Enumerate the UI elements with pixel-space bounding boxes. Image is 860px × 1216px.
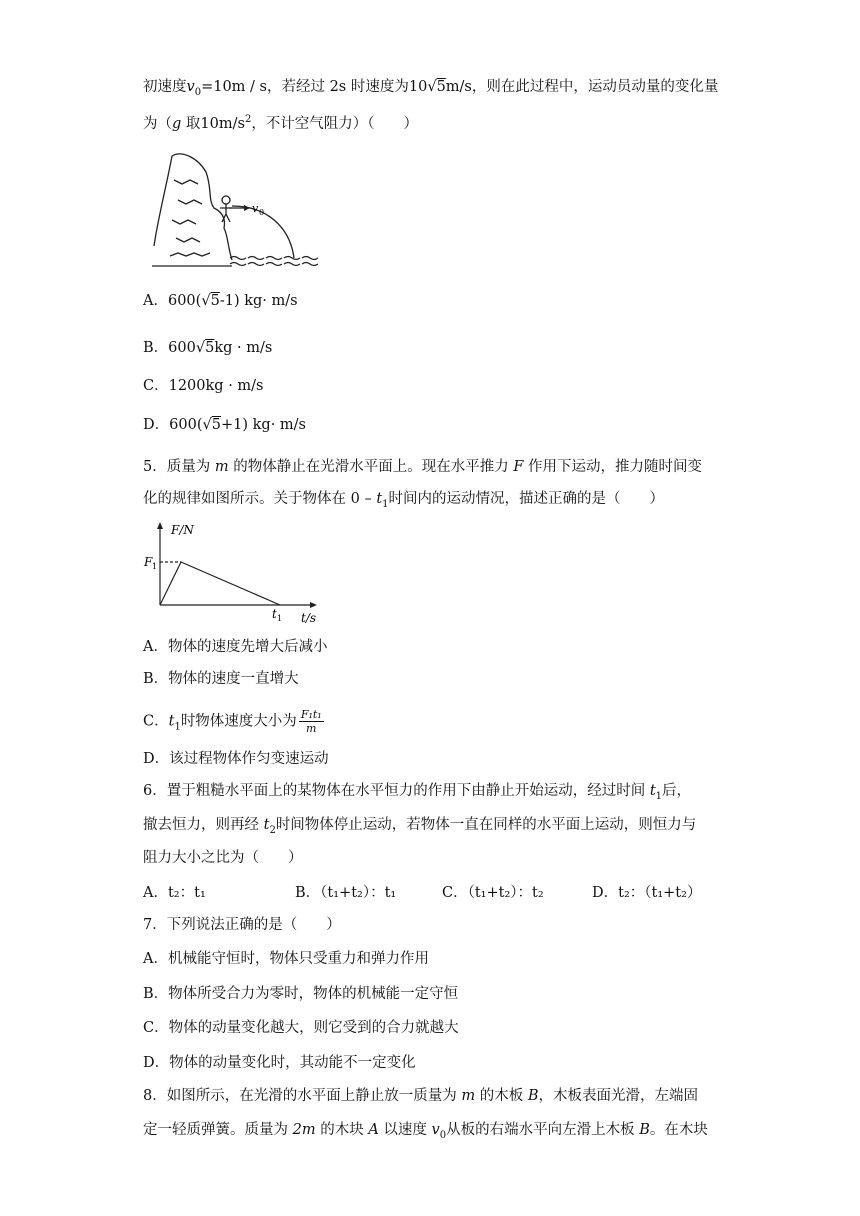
q7-option-d[interactable]: D．物体的动量变化时，其动能不一定变化 xyxy=(143,1055,416,1071)
q4-stem-line2: 为（g 取$10m/s^2$，不计空气阻力）（ ） xyxy=(143,114,419,132)
q7-option-b[interactable]: B．物体所受合力为零时，物体的机械能一定守恒 xyxy=(143,986,459,1002)
diver-head xyxy=(222,196,230,204)
q6-stem-line3: 阻力大小之比为（ ） xyxy=(143,850,303,866)
x-tick-t1: t xyxy=(272,607,277,621)
y-tick-f1: F xyxy=(144,555,153,569)
q6-stem-line1: 6．置于粗糙水平面上的某物体在水平恒力的作用下由静止开始运动，经过时间 $t_1$后， xyxy=(143,783,692,802)
q7-option-a[interactable]: A．机械能守恒时，物体只受重力和弹力作用 xyxy=(143,951,429,967)
q5-option-c[interactable]: C．$t_1$时物体速度大小为 $\frac{\text{F₁t₁}}{m}$ xyxy=(143,708,322,735)
q8-stem-line1: 8．如图所示，在光滑的水平面上静止放一质量为 m 的木板 B，木板表面光滑，左端固 xyxy=(143,1088,698,1104)
q6-option-c[interactable]: C．（t₁+t₂）：t₂ xyxy=(442,885,544,901)
q4-option-b[interactable]: B．600√5kg · m/s xyxy=(143,340,273,356)
svg-text:1: 1 xyxy=(152,562,158,571)
q4-option-d[interactable]: D．600(√5+1) kg· m/s xyxy=(143,417,307,433)
q5-option-b[interactable]: B．物体的速度一直增大 xyxy=(143,671,299,687)
cliff-outline xyxy=(154,154,232,260)
q8-stem-line2: 定一轻质弹簧。质量为 2m 的木块 A 以速度 $v_0$从板的右端水平向左滑上木板 B。在木块 xyxy=(143,1122,708,1141)
q6-option-b[interactable]: B．（t₁+t₂）：t₁ xyxy=(295,885,397,901)
q4-option-a[interactable]: A．600(√5-1) kg· m/s xyxy=(143,293,298,309)
diver-body xyxy=(220,204,232,222)
x-axis-arrow xyxy=(310,602,317,608)
q6-option-d[interactable]: D．t₂：（t₁+t₂） xyxy=(592,885,702,901)
fraction: $\frac{\text{F₁t₁}}{m}$ xyxy=(300,708,322,735)
q5-option-d[interactable]: D．该过程物体作匀变速运动 xyxy=(143,751,329,767)
cliff-diver-figure xyxy=(148,148,318,272)
v0-label: v xyxy=(252,202,259,215)
force-time-graph xyxy=(143,520,333,630)
svg-text:1: 1 xyxy=(277,614,283,623)
y-axis-arrow xyxy=(157,522,163,529)
y-axis-label: F/N xyxy=(171,523,194,537)
v0-sub: 0 xyxy=(259,208,265,217)
q5-stem-line1: 5．质量为 m 的物体静止在光滑水平面上。现在水平推力 F 作用下运动，推力随时间变 xyxy=(143,459,702,475)
q6-option-a[interactable]: A．t₂：t₁ xyxy=(143,885,206,901)
q5-stem-line2: 化的规律如图所示。关于物体在 $0 - t_1$时间内的运动情况，描述正确的是（ ） xyxy=(143,491,665,510)
q4-option-c[interactable]: C．1200kg · m/s xyxy=(143,378,264,394)
force-curve xyxy=(160,562,280,605)
q6-stem-line2: 撤去恒力，则再经 $t_2$时间物体停止运动，若物体一直在同样的水平面上运动，则恒力与 xyxy=(143,817,697,836)
water-waves xyxy=(230,257,318,266)
q7-option-c[interactable]: C．物体的动量变化越大，则它受到的合力就越大 xyxy=(143,1020,459,1036)
x-axis-label: t/s xyxy=(301,611,317,625)
sqrt-symbol: √5 xyxy=(427,79,446,95)
q4-stem-line1: 初速度$v_0=10m / s$，若经过 2s 时速度为10√5m/s，则在此过程中，运动员动量的变化量 xyxy=(143,76,718,98)
q5-option-a[interactable]: A．物体的速度先增大后减小 xyxy=(143,639,328,655)
q7-stem: 7．下列说法正确的是（ ） xyxy=(143,917,341,933)
